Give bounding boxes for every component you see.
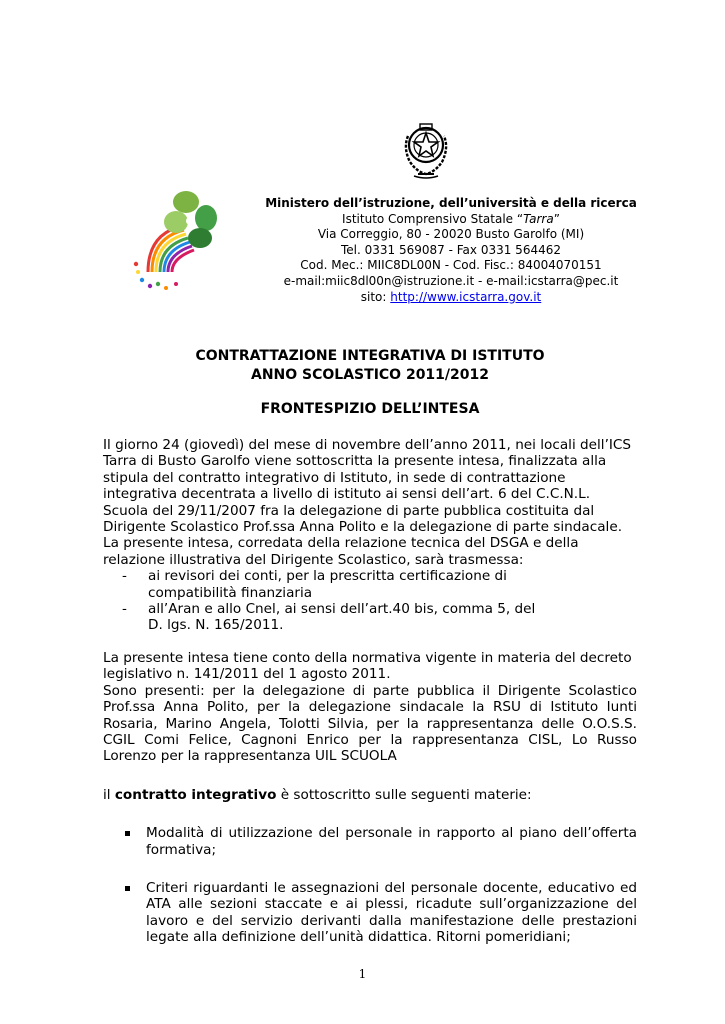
subjects-prefix: il: [103, 786, 115, 803]
intro-line: stipula del contratto integrativo di Istituto, in sede di contrattazione: [103, 469, 566, 486]
bullet-text: Criteri riguardanti le assegnazioni del personale docente, educativo ed ATA alle sezioni staccate e ai plessi, ricadute sull’organizzazione del lavoro e del servizio derivanti dalla manifestazione delle prestazioni legate alla definizione dell’unità didattica. Ritorni pomeridiani;: [146, 879, 637, 946]
school-phone: Tel. 0331 569087 - Fax 0331 564462: [341, 242, 561, 257]
ministry-name: Ministero dell’istruzione, dell’università e della ricerca: [265, 196, 637, 210]
subjects-bold: contratto integrativo: [114, 786, 277, 803]
italian-republic-emblem-icon: [400, 118, 452, 180]
subjects-intro: [103, 787, 637, 803]
normativa-paragraph: [103, 650, 637, 683]
square-bullet-icon: [125, 831, 130, 836]
bullet-text: Modalità di utilizzazione del personale in rapporto al piano dell’offerta formativa;: [146, 825, 637, 858]
school-clover-rainbow-logo-icon: [124, 188, 220, 292]
list-item: [103, 568, 637, 601]
intro-line: integrativa decentrata a livello di istituto ai sensi dell’art. 6 del C.C.N.L.: [103, 486, 591, 503]
normativa-line: legislativo n. 141/2011 del 1 agosto 2011.: [103, 666, 391, 683]
title-line-2: ANNO SCOLASTICO 2011/2012: [251, 366, 489, 383]
school-suffix: ”: [553, 211, 560, 226]
intro-line: Tarra di Busto Garolfo viene sottoscritta la presente intesa, finalizzata alla: [103, 453, 607, 470]
school-prefix: Istituto Comprensivo Statale “: [342, 211, 524, 226]
spacer: [103, 765, 637, 787]
normativa-line: La presente intesa tiene conto della normativa vigente in materia del decreto: [103, 649, 632, 666]
square-bullet-icon: [125, 886, 130, 891]
list-item: [103, 880, 637, 946]
page-number: 1: [358, 967, 367, 981]
school-name-line: [255, 212, 647, 228]
intro-line: La presente intesa, corredata della relazione tecnica del DSGA e della: [103, 535, 579, 552]
site-label: sito:: [360, 289, 391, 304]
intro-line: relazione illustrativa del Dirigente Scolastico, sarà trasmessa:: [103, 551, 524, 568]
intro-paragraph: [103, 437, 637, 568]
school-header: [255, 196, 647, 305]
subjects-list: [103, 825, 637, 945]
dash-marker: -: [122, 568, 127, 585]
school-address: Via Correggio, 80 - 20020 Busto Garolfo (MI): [317, 227, 585, 242]
document-body: [103, 437, 637, 946]
attendees-paragraph: Sono presenti: per la delegazione di parte pubblica il Dirigente Scolastico Prof.ssa Anna Polito, per la delegazione sindacale la RSU di Istituto Iunti Rosaria, Marino Angela, Tolotti Silvia, per la rappresentanza delle O.O.S.S. CGIL Comi Felice, Cagnoni Enrico per la rappresentanza CISL, Lo Russo Lorenzo per la rappresentanza UIL SCUOLA: [103, 682, 637, 765]
transmission-list: [103, 568, 637, 634]
document-subtitle: FRONTESPIZIO DELL’INTESA: [260, 401, 480, 417]
list-item-line: D. lgs. N. 165/2011.: [148, 617, 284, 634]
list-item-line: ai revisori dei conti, per la prescritta certificazione di: [148, 568, 507, 585]
list-item-line: compatibilità finanziaria: [148, 584, 313, 601]
spacer: [103, 803, 637, 825]
school-emails: e-mail:miic8dl00n@istruzione.it - e-mail:icstarra@pec.it: [283, 273, 619, 288]
school-site-line: [255, 290, 647, 306]
intro-line: Dirigente Scolastico Prof.ssa Anna Polito e la delegazione di parte sindacale.: [103, 519, 623, 536]
list-item: [103, 601, 637, 634]
school-name: Tarra: [523, 211, 554, 226]
site-link[interactable]: http://www.icstarra.gov.it: [390, 289, 542, 304]
list-item: [103, 825, 637, 858]
subjects-suffix: è sottoscritto sulle seguenti materie:: [276, 786, 532, 803]
school-codes: Cod. Mec.: MIIC8DL00N - Cod. Fisc.: 84004070151: [300, 258, 602, 273]
title-line-1: CONTRATTAZIONE INTEGRATIVA DI ISTITUTO: [195, 348, 545, 364]
document-title: [100, 347, 640, 384]
dash-marker: -: [122, 601, 127, 618]
list-item-line: all’Aran e allo Cnel, ai sensi dell’art.40 bis, comma 5, del: [148, 601, 536, 618]
intro-line: Scuola del 29/11/2007 fra la delegazione di parte pubblica costituita dal: [103, 502, 595, 519]
intro-line: Il giorno 24 (giovedì) del mese di novembre dell’anno 2011, nei locali dell’ICS: [103, 437, 632, 453]
spacer: [103, 634, 637, 650]
